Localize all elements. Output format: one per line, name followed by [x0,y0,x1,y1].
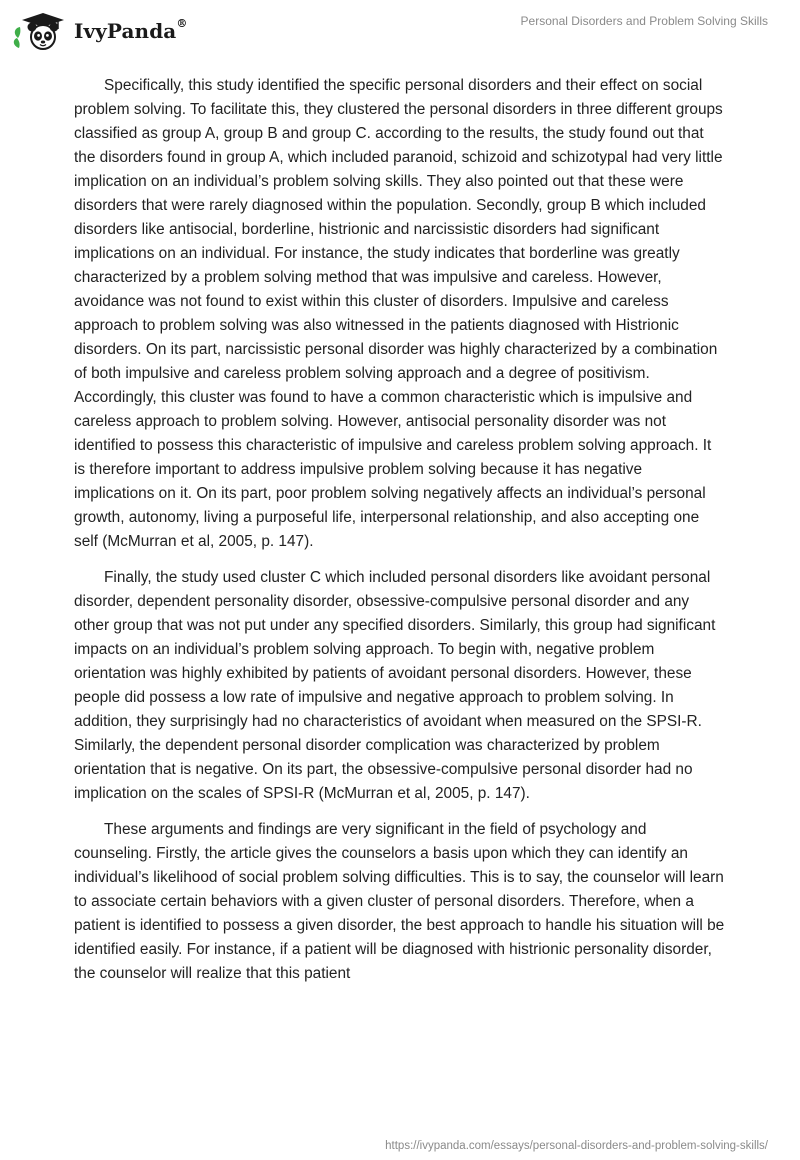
paragraph: Specifically, this study identified the specific personal disorders and their effect on social problem solving. To facilitate this, they clustered the personal disorders in three different groups classified as group A, group B and group C. according to the results, the study found out that the disorders found in group A, which included paranoid, schizoid and schizotypal had very little implication on an individual’s problem solving skills. They also pointed out that these were disorders that were rarely diagnosed within the population. Secondly, group B which included disorders like antisocial, borderline, histrionic and narcissistic disorders had significant implications on an individual. For instance, the study indicates that borderline was greatly characterized by a problem solving method that was impulsive and careless. However, avoidance was not found to exist within this cluster of disorders. Impulsive and careless approach to problem solving was also witnessed in the patients diagnosed with Histrionic disorders. On its part, narcissistic personal disorder was highly characterized by a combination of both impulsive and careless problem solving approach and a degree of positivism. Accordingly, this cluster was found to have a common characteristic which is impulsive and careless approach to problem solving. However, antisocial personality disorder was not identified to possess this characteristic of impulsive and careless problem solving approach. It is therefore important to address impulsive problem solving because it has negative implications on it. On its part, poor problem solving negatively affects an individual’s personal growth, autonomy, living a purposeful life, interpersonal relationship, and also accepting one self (McMurran et al, 2005, p. 147). [74,77,723,550]
registered-mark: ® [176,17,188,30]
ivypanda-logo[interactable] [12,10,187,52]
essay-body [74,74,726,998]
page-header [0,0,800,64]
panda-graduate-icon [12,10,70,52]
paragraph: These arguments and findings are very significant in the field of psychology and counseling. Firstly, the article gives the counselors a basis upon which they can identify an individual’s likelihood of social problem solving difficulties. This is to say, the counselor will learn to associate certain behaviors with a given cluster of personal disorders. Therefore, when a patient is identified to possess a given disorder, the best approach to handle his situation will be identified easily. For instance, if a patient will be diagnosed with histrionic personality disorder, the counselor will realize that this patient [74,821,725,982]
brand-wordmark: IvyPanda [74,19,177,43]
brand-name [74,19,187,43]
document-title: Personal Disorders and Problem Solving Skills [520,14,768,28]
paragraph: Finally, the study used cluster C which included personal disorders like avoidant personal disorder, dependent personality disorder, obsessive-compulsive personal disorder and any other group that was not put under any specified disorders. Similarly, this group had significant impacts on an individual’s problem solving approach. To begin with, negative problem orientation was highly exhibited by patients of avoidant personal disorders. However, these people did possess a low rate of impulsive and negative approach to problem solving. In addition, they surprisingly had no characteristics of avoidant when measured on the SPSI-R. Similarly, the dependent personal disorder complication was characterized by problem orientation that is negative. On its part, the obsessive-compulsive personal disorder had no implication on the scales of SPSI-R (McMurran et al, 2005, p. 147). [74,569,716,802]
source-url[interactable]: https://ivypanda.com/essays/personal-disorders-and-problem-solving-skills/ [385,1140,768,1152]
